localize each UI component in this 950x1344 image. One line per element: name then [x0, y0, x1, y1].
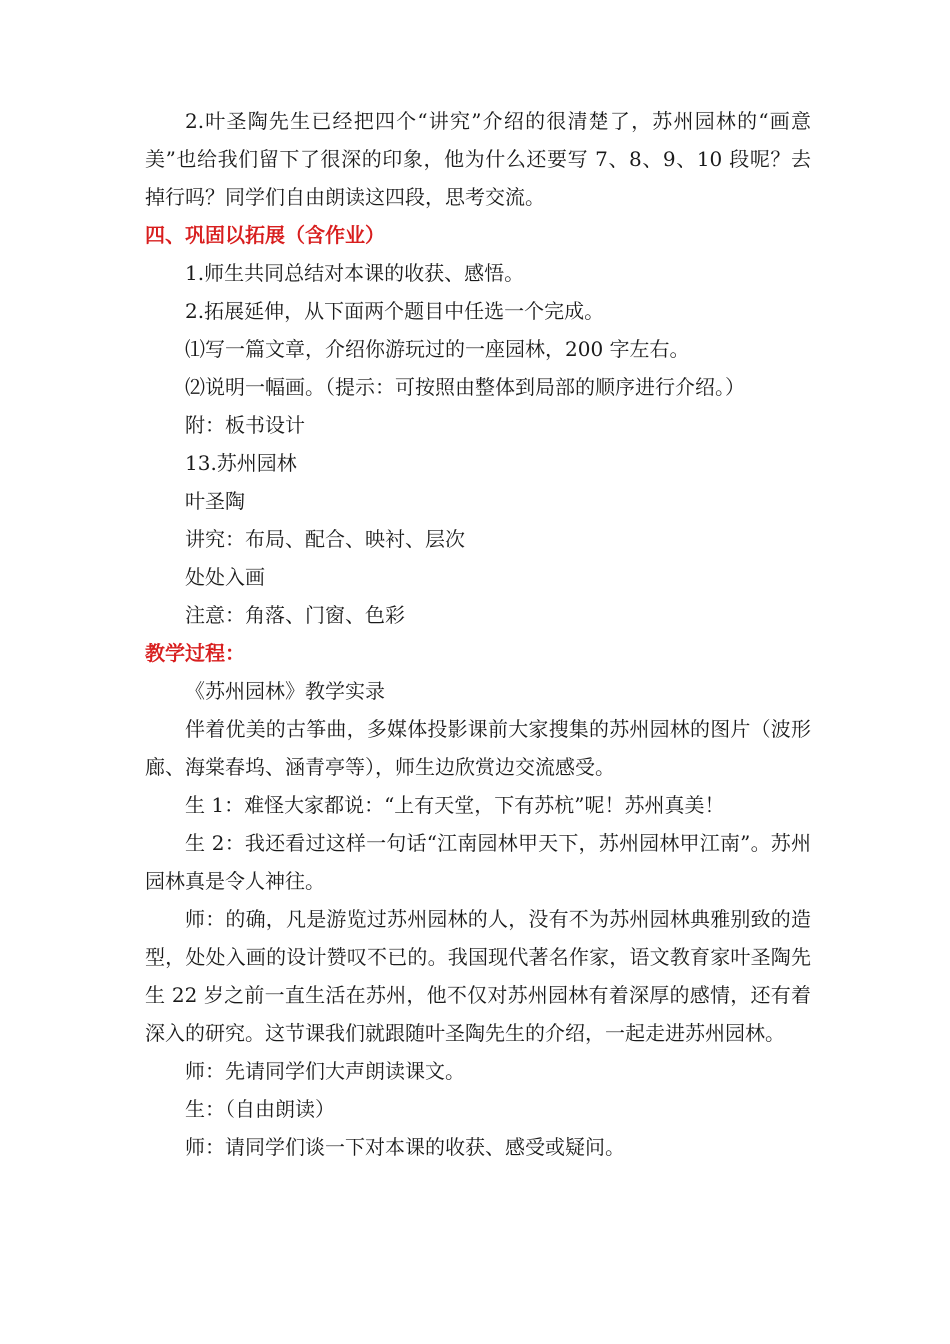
homework-item-2: 2.拓展延伸，从下面两个题目中任选一个完成。 [185, 299, 605, 323]
board-author: 叶圣陶 [185, 489, 245, 513]
board-line-picture: 处处入画 [185, 565, 265, 589]
homework-option-2: ⑵说明一幅画。（提示：可按照由整体到局部的顺序进行介绍。） [185, 375, 745, 399]
section-heading-consolidate: 四、巩固以拓展（含作业） [145, 223, 385, 247]
record-teacher-3: 师：请同学们谈一下对本课的收获、感受或疑问。 [185, 1135, 625, 1159]
homework-option-1: ⑴写一篇文章，介绍你游玩过的一座园林，200 字左右。 [185, 337, 690, 361]
document-page [145, 102, 811, 1166]
board-title: 13.苏州园林 [185, 451, 297, 475]
record-teacher-1: 师：的确，凡是游览过苏州园林的人，没有不为苏州园林典雅别致的造型，处处入画的设计赞叹不已的。我国现代著名作家，语文教育家叶圣陶先生 22 岁之前一直生活在苏州，他不仅对苏州园林有着深厚的感情，还有着深入的研究。这节课我们就跟随叶圣陶先生的介绍，一起走进苏州园林。 [145, 907, 811, 1045]
board-line-emphasis: 讲究：布局、配合、映衬、层次 [185, 527, 465, 551]
record-title: 《苏州园林》教学实录 [185, 679, 385, 703]
record-teacher-2: 师：先请同学们大声朗读课文。 [185, 1059, 465, 1083]
homework-item-1: 1.师生共同总结对本课的收获、感悟。 [185, 261, 525, 285]
paragraph-question-2: 2.叶圣陶先生已经把四个“讲究”介绍的很清楚了，苏州园林的“画意美”也给我们留下了很深的印象，他为什么还要写 7、8、9、10 段呢？去掉行吗？同学们自由朗读这四段，思考交流。 [145, 109, 811, 209]
board-design-label: 附：板书设计 [185, 413, 305, 437]
record-student-1: 生 1：难怪大家都说：“上有天堂，下有苏杭”呢！苏州真美！ [185, 793, 725, 817]
section-heading-process: 教学过程： [145, 641, 245, 665]
record-student-3: 生：（自由朗读） [185, 1097, 335, 1121]
board-line-attention: 注意：角落、门窗、色彩 [185, 603, 405, 627]
record-student-2: 生 2：我还看过这样一句话“江南园林甲天下，苏州园林甲江南”。苏州园林真是令人神往。 [145, 831, 811, 893]
record-intro: 伴着优美的古筝曲，多媒体投影课前大家搜集的苏州园林的图片（波形廊、海棠春坞、涵青亭等），师生边欣赏边交流感受。 [145, 717, 811, 779]
